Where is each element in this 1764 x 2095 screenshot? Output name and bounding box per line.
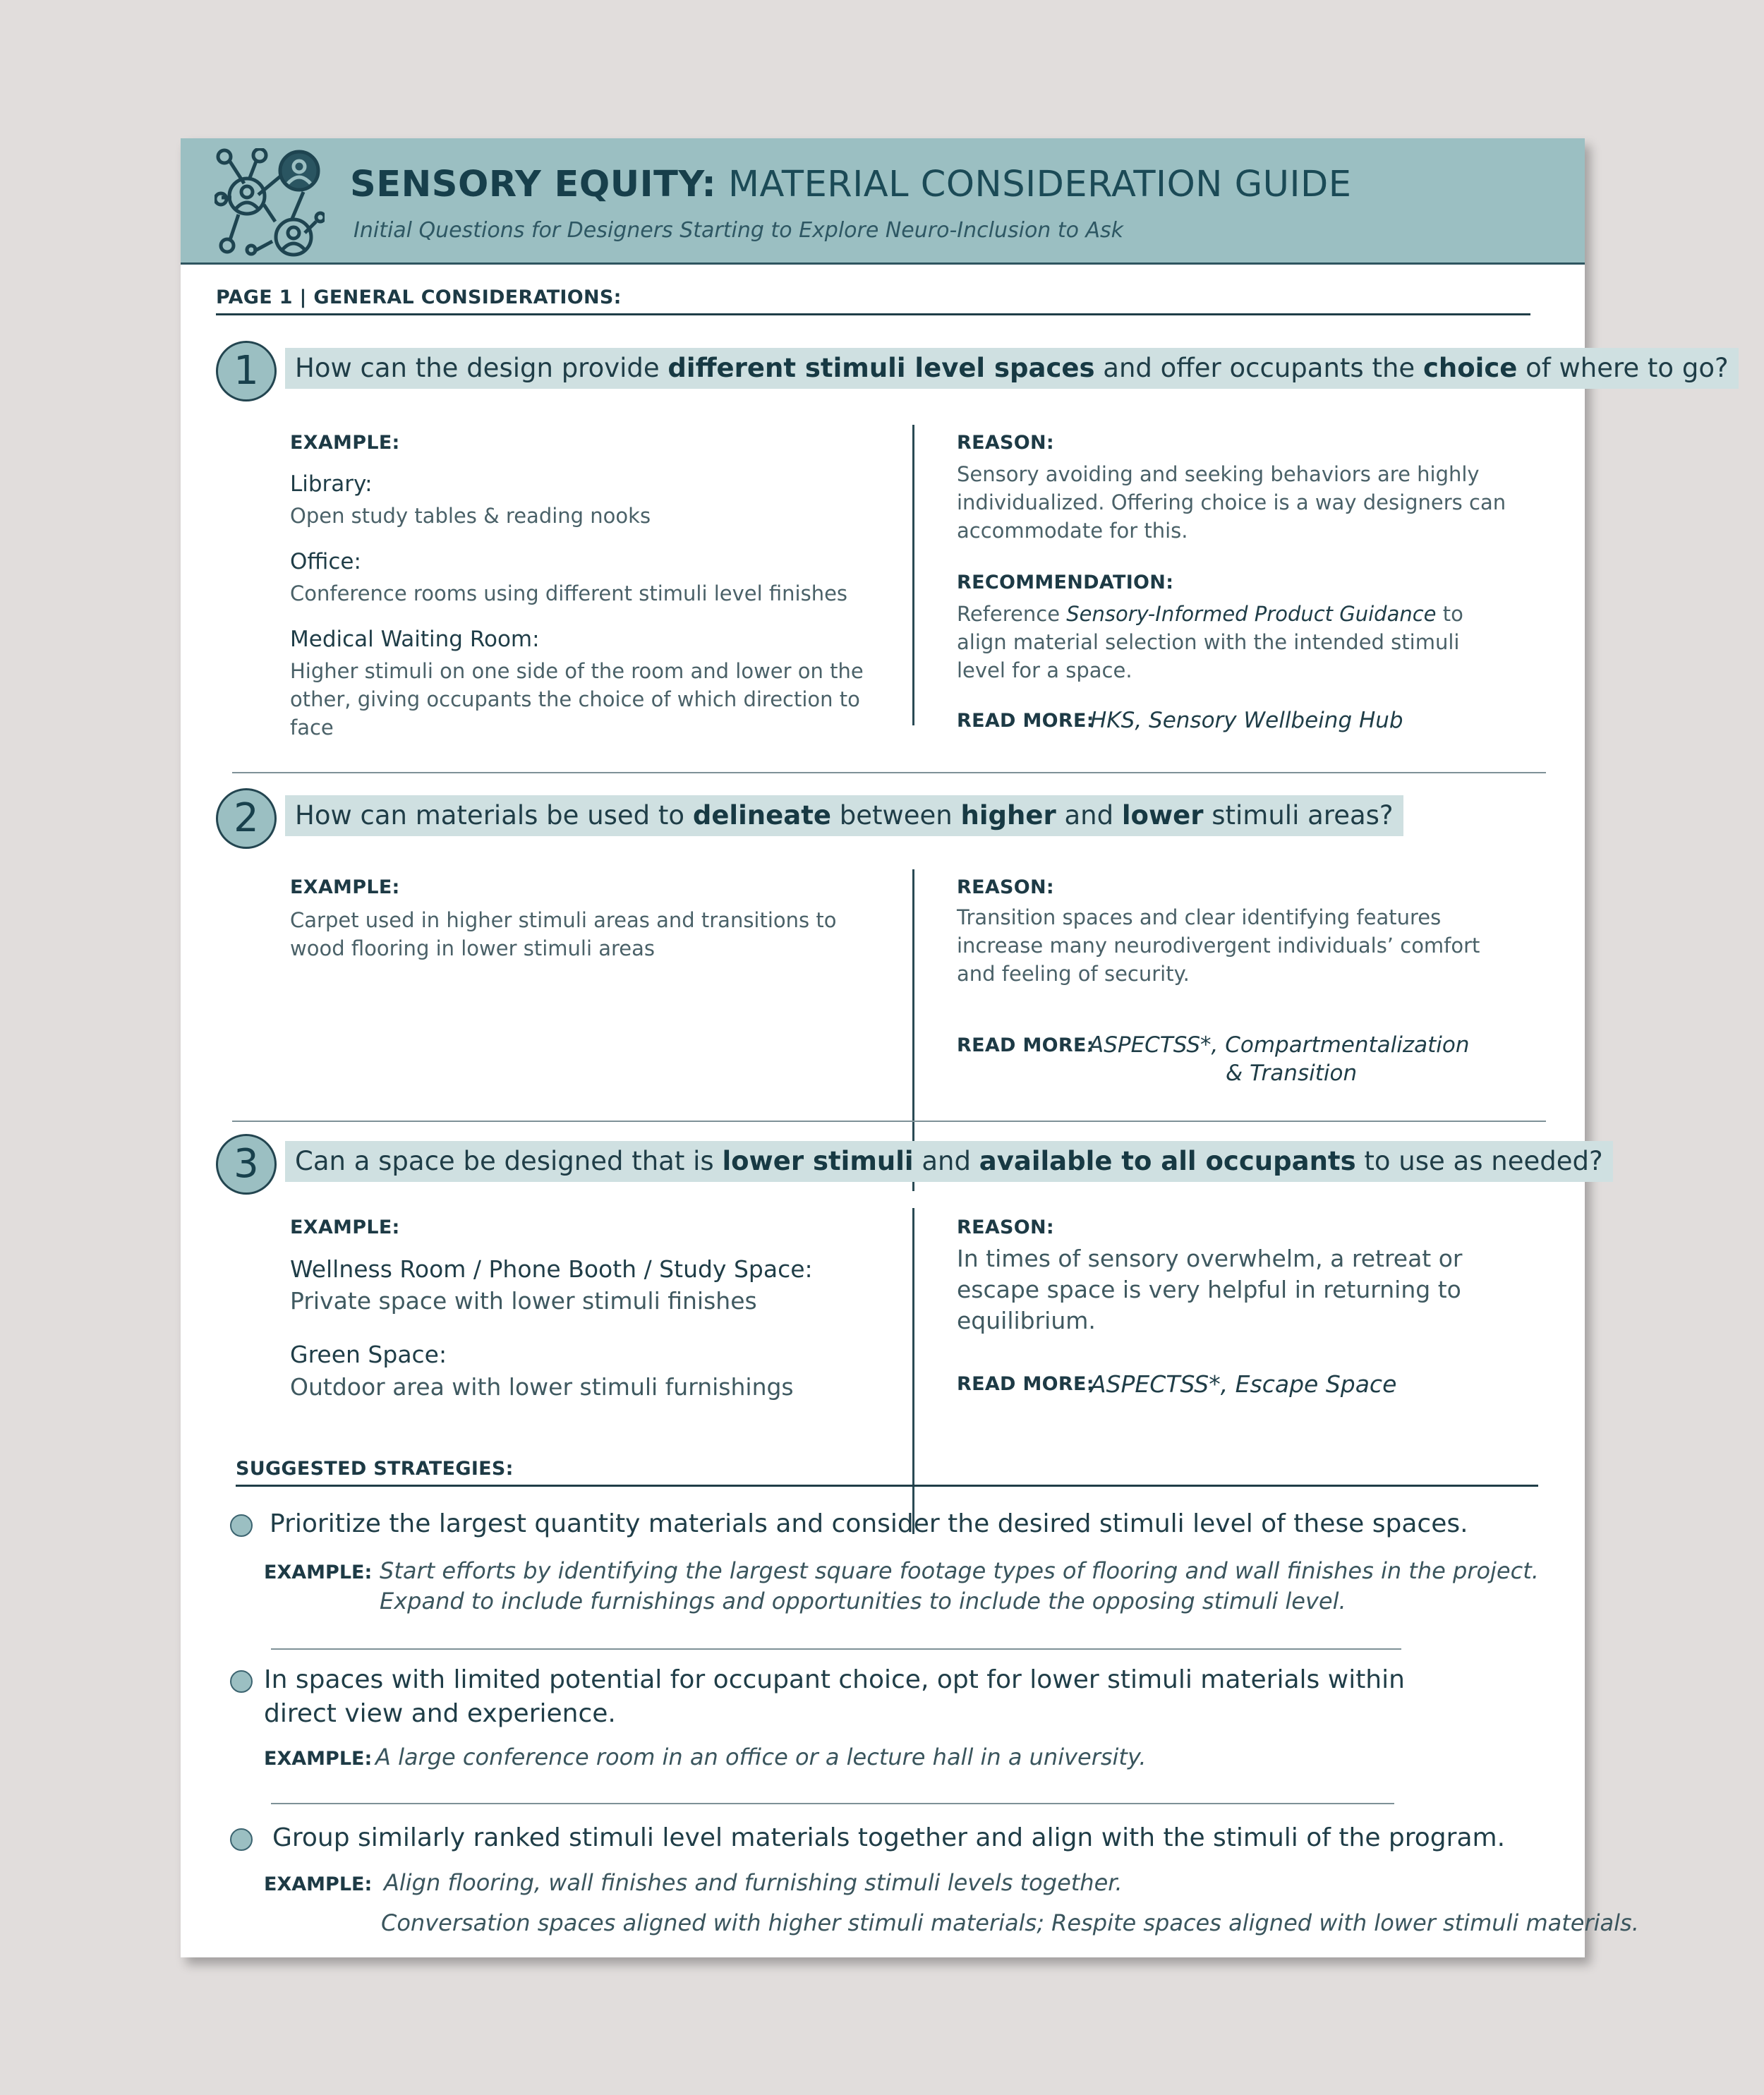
- read-more-link[interactable]: ASPECTSS*, Compartmentalization: [1089, 1032, 1470, 1058]
- example-title: Office:: [290, 549, 361, 574]
- guide-page: [181, 138, 1729, 1957]
- example-text: Expand to include furnishings and opportunities to include the opposing stimuli level.: [380, 1588, 1346, 1614]
- example-text: Conversation spaces aligned with higher stimuli materials; Respite spaces aligned with lower stimuli materials.: [381, 1909, 1639, 1936]
- question-number-3: 3: [216, 1134, 277, 1195]
- reason-label: REASON:: [957, 1216, 1055, 1238]
- example-label: EXAMPLE:: [264, 1562, 373, 1583]
- example-label: EXAMPLE:: [290, 432, 400, 454]
- divider: [232, 772, 1546, 773]
- example-text: Open study tables & reading nooks: [290, 504, 651, 528]
- example-title: Green Space:: [290, 1341, 447, 1368]
- section-label-general: PAGE 1 | GENERAL CONSIDERATIONS:: [216, 286, 622, 308]
- example-text: Conference rooms using different stimuli level finishes: [290, 581, 848, 605]
- bullet-icon: [230, 1514, 253, 1537]
- example-label: EXAMPLE:: [264, 1873, 373, 1895]
- reason-text: Sensory avoiding and seeking behaviors are highly individualized. Offering choice is a way designers can accommodate for this.: [957, 462, 1506, 543]
- read-more-label: READ MORE:: [957, 1034, 1094, 1056]
- strategy-text: Prioritize the largest quantity materials and consider the desired stimuli level of these spaces.: [270, 1509, 1468, 1538]
- strategy-text: Group similarly ranked stimuli level materials together and align with the stimuli of the program.: [272, 1823, 1506, 1852]
- example-title: Library:: [290, 471, 373, 497]
- read-more-link[interactable]: HKS, Sensory Wellbeing Hub: [1090, 708, 1403, 733]
- read-more-label: READ MORE:: [957, 1373, 1094, 1395]
- divider: [271, 1648, 1401, 1650]
- example-text: Higher stimuli on one side of the room and lower on the other, giving occupants the choice of which direction to face: [290, 659, 864, 739]
- divider: [232, 1121, 1546, 1122]
- example-label: EXAMPLE:: [290, 1216, 400, 1238]
- example-text: Private space with lower stimuli finishes: [290, 1287, 757, 1315]
- reason-text: In times of sensory overwhelm, a retreat or escape space is very helpful in returning to equilibrium.: [957, 1245, 1463, 1334]
- divider: [216, 313, 1530, 315]
- divider: [271, 1803, 1394, 1804]
- example-text: Start efforts by identifying the largest square footage types of flooring and wall finishes in the project.: [380, 1557, 1539, 1584]
- strategy-text: In spaces with limited potential for occupant choice, opt for lower stimuli materials within direct view and experience.: [264, 1665, 1405, 1728]
- read-more-link-continued[interactable]: & Transition: [1226, 1061, 1358, 1086]
- read-more-link[interactable]: ASPECTSS*, Escape Space: [1090, 1370, 1397, 1398]
- example-text: Outdoor area with lower stimuli furnishings: [290, 1373, 794, 1401]
- divider: [236, 1485, 1538, 1487]
- example-label: EXAMPLE:: [290, 876, 400, 898]
- page-subtitle: Initial Questions for Designers Starting to Explore Neuro-Inclusion to Ask: [354, 218, 1124, 243]
- reason-label: REASON:: [957, 432, 1055, 454]
- column-divider: [912, 425, 914, 725]
- header-banner: [181, 138, 1585, 265]
- read-more-label: READ MORE:: [957, 710, 1094, 732]
- section-label-strategies: SUGGESTED STRATEGIES:: [236, 1458, 514, 1480]
- bullet-icon: [230, 1828, 253, 1851]
- recommendation-label: RECOMMENDATION:: [957, 572, 1174, 593]
- question-number-2: 2: [216, 788, 277, 849]
- reason-label: REASON:: [957, 876, 1055, 898]
- question-3: Can a space be designed that is lower stimuli and available to all occupants to use as needed?: [285, 1141, 1613, 1182]
- question-1: How can the design provide different stimuli level spaces and offer occupants the choice of where to go?: [285, 348, 1739, 389]
- bullet-icon: [230, 1670, 253, 1693]
- question-2: How can materials be used to delineate between higher and lower stimuli areas?: [285, 795, 1403, 836]
- question-number-1: 1: [216, 341, 277, 402]
- example-text: Carpet used in higher stimuli areas and transitions to wood flooring in lower stimuli areas: [290, 908, 837, 960]
- example-text: Align flooring, wall finishes and furnishing stimuli levels together.: [384, 1869, 1123, 1896]
- network-people-icon: [215, 148, 325, 257]
- recommendation-text: Reference Sensory-Informed Product Guidance to align material selection with the intended stimuli level for a space.: [957, 602, 1463, 682]
- example-title: Wellness Room / Phone Booth / Study Space:: [290, 1255, 813, 1283]
- reason-text: Transition spaces and clear identifying features increase many neurodivergent individuals’ comfort and feeling of security.: [957, 905, 1480, 986]
- example-label: EXAMPLE:: [264, 1748, 373, 1770]
- example-title: Medical Waiting Room:: [290, 627, 540, 652]
- page-title: SENSORY EQUITY: MATERIAL CONSIDERATION GUIDE: [350, 164, 1352, 205]
- example-text: A large conference room in an office or a lecture hall in a university.: [375, 1744, 1147, 1770]
